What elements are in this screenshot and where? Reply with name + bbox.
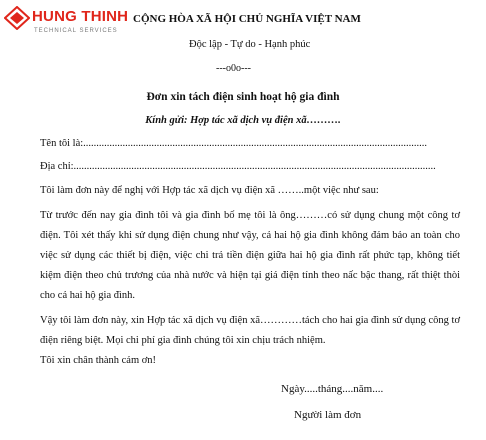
body-paragraph-request: Vậy tôi làm đơn này, xin Hợp tác xã dịch vụ điện xã…………tách cho hai gia đình sử dụng công tơ điện riêng biệt. Mọi chi phí gia đình chúng tôi xin chịu trách nhiệm. [40,315,460,346]
company-logo [4,6,129,46]
recipient-line: Kính gửi: Hợp tác xã dịch vụ điện xã………. [145,115,341,126]
body-paragraph-reason: Từ trước đến nay gia đình tôi và gia đình bố mẹ tôi là ông………có sử dụng chung một công tơ điện. Tôi xét thấy khi sử dụng điện chung như vậy, cả hai hộ gia đình không đảm bảo an toàn cho việc sử dụng các thiết bị điện, việc chi trả tiền điện giữa hai hộ gia đình rất phức tạp, không tiết kiệm điện theo chủ trương của nhà nước và hiện tại giá điện tính theo nấc bậc thang, rất thiệt thòi cho cả hai hộ gia đình. [40,210,460,301]
logo-tagline: TECHNICAL SERVICES [34,28,118,34]
date-line: Ngày.....tháng....năm.... [281,383,384,395]
signer-label: Người làm đơn [294,409,362,421]
address-field-line: Địa chỉ:.......................................................................................................................................... [40,161,436,172]
motto: Độc lập - Tự do - Hạnh phúc [189,39,311,50]
intro-paragraph: Tôi làm đơn này để nghị với Hợp tác xã dịch vụ điện xã ……..một việc như sau: [40,185,379,196]
header-separator: ---o0o--- [216,63,251,74]
name-field-line: Tên tôi là:................................................................................................................................... [40,138,428,149]
diamond-logo-icon [4,6,30,30]
thanks-line: Tôi xin chân thành cảm ơn! [40,355,157,366]
document-title: Đơn xin tách điện sinh hoạt hộ gia đình [146,91,340,103]
logo-name: HUNG THINH [32,8,129,25]
national-title: CỘNG HÒA XÃ HỘI CHỦ NGHĨA VIỆT NAM [133,13,361,25]
